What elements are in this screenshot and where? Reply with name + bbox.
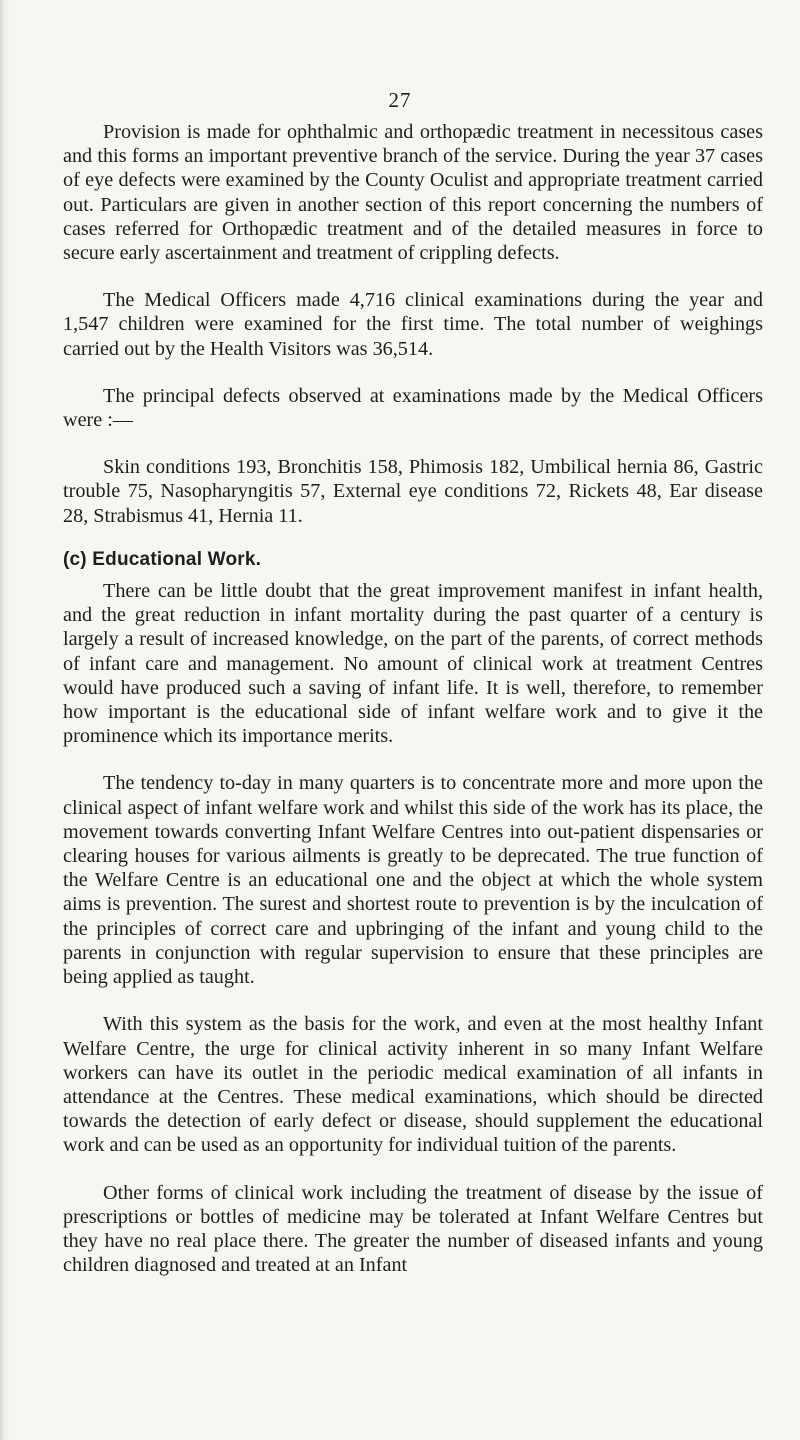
paragraph-other-clinical-work: Other forms of clinical work including the treatment of disease by the issue of prescriptions or bottles of medicine may be tolerated at Infant Welfare Centres but they have no real place there. The greater the number of diseased infants and young children diagnosed and treated at an Infant	[63, 1181, 763, 1277]
paragraph-examination-statistics: The Medical Officers made 4,716 clinical examinations during the year and 1,547 children were examined for the first time. The total number of weighings carried out by the Health Visitors was 36,514.	[63, 289, 763, 360]
paragraph-treatment-provision: Provision is made for ophthalmic and orthopædic treatment in necessitous cases and this forms an important preventive branch of the service. During the year 37 cases of eye defects were examined by the County Oculist and appropriate treatment carried out. Particulars are given in another section of this report concerning the numbers of cases referred for Orthopædic treatment and of the detailed measures in force to secure early ascertainment and treatment of crippling defects.	[63, 121, 763, 265]
paragraph-clinical-tendency: The tendency to-day in many quarters is to concentrate more and more upon the clinical aspect of infant welfare work and whilst this side of the work has its place, the movement towards converting Infant Welfare Centres into out-patient dispensaries or clearing houses for various ailments is greatly to be deprecated. The true function of the Welfare Centre is an educational one and the object at which the whole system aims is prevention. The surest and shortest route to prevention is by the inculcation of the principles of correct care and upbringing of the infant and young child to the parents in conjunction with regular supervision to ensure that these principles are being applied as taught.	[63, 772, 763, 989]
paragraph-defects-intro: The principal defects observed at examinations made by the Medical Officers were :—	[63, 384, 763, 432]
page-number: 27	[388, 88, 412, 112]
document-body	[63, 120, 763, 1300]
page-edge-shadow	[0, 0, 10, 1440]
paragraph-defects-list: Skin conditions 193, Bronchitis 158, Phimosis 182, Umbilical hernia 86, Gastric trouble 75, Nasopharyngitis 57, External eye conditions 72, Rickets 48, Ear disease 28, Strabismus 41, Hernia 11.	[63, 456, 763, 527]
section-heading-educational-work: (c) Educational Work.	[63, 548, 262, 570]
paragraph-educational-importance: There can be little doubt that the great improvement manifest in infant health, and the great reduction in infant mortality during the past quarter of a century is largely a result of increased knowledge, on the part of the parents, of correct methods of infant care and management. No amount of clinical work at treatment Centres would have produced such a saving of infant life. It is well, therefore, to remember how important is the educational side of infant welfare work and to give it the prominence which its importance merits.	[63, 580, 763, 748]
paragraph-system-basis: With this system as the basis for the work, and even at the most healthy Infant Welfare Centre, the urge for clinical activity inherent in so many Infant Welfare workers can have its outlet in the periodic medical examination of all infants in attendance at the Centres. These medical examinations, which should be directed towards the detection of early defect or disease, should supplement the educational work and can be used as an opportunity for individual tuition of the parents.	[63, 1013, 763, 1157]
